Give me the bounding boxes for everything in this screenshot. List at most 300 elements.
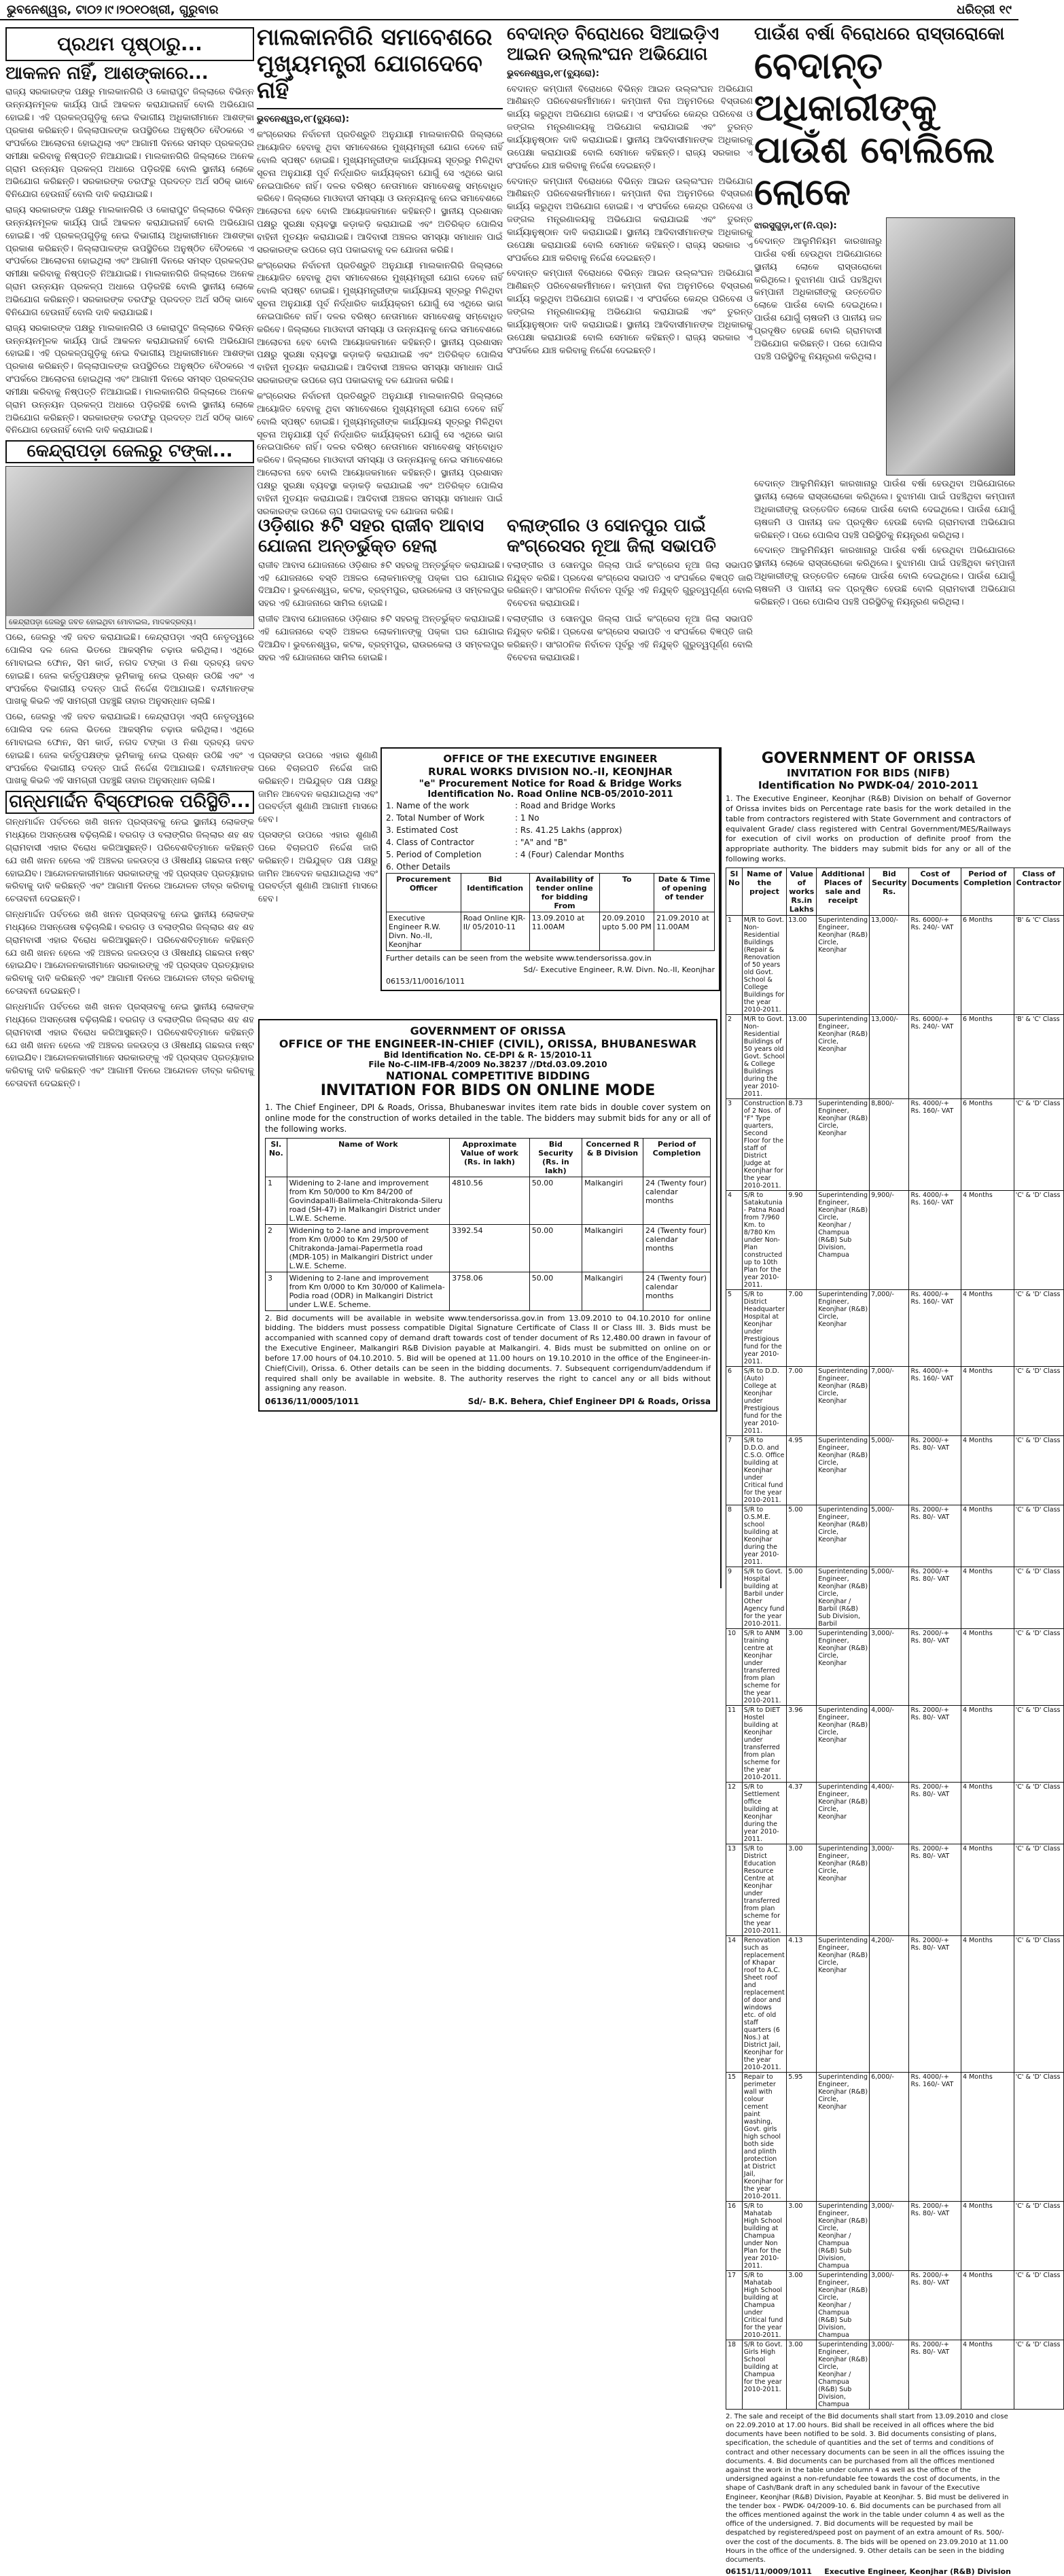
rw-table-header: To: [600, 873, 654, 912]
nifb-table-cell: 14: [726, 1935, 743, 2072]
nifb-table-cell: 'C' & 'D' Class: [1014, 1628, 1063, 1705]
nifb-table-cell: S/R to District Headquarter Hospital at Keonjhar under Prestigious fund for the year 2010-2011.: [742, 1289, 787, 1366]
nifb-table-cell: Superintending Engineer, Keonjhar (R&B) Circle, Keonjhar: [817, 1935, 870, 2072]
nifb-table-cell: 5.00: [787, 1567, 817, 1628]
rw-table-cell: Executive Engineer R.W. Divn. No.-II, Keonjhar: [387, 912, 461, 950]
rw-detail-row: [386, 836, 715, 848]
eic-ref: 06136/11/0005/1011: [265, 1397, 359, 1407]
balangir-body-cont: ବଲାଙ୍ଗୀର ଓ ସୋନପୁର ଜିଲ୍ଲା ପାଇଁ କଂଗ୍ରେସ ନୂଆ ଜିଲା ସଭାପତି ନିଯୁକ୍ତ କରିଛି। ପ୍ରଦେଶ କଂଗ୍ରେସ ସଭାପତି ଏ ସଂପର୍କରେ ବିଜ୍ଞପ୍ତି ଜାରି କରିଛନ୍ତି। ସାଂଗଠନିକ ନିର୍ବାଚନ ପୂର୍ବରୁ ଏହି ନିଯୁକ୍ତି ଗୁରୁତ୍ୱପୂର୍ଣ୍ଣ ବୋଲି ବିବେଚନା କରାଯାଉଛି।: [507, 614, 753, 663]
nifb-table-cell: 4 Months: [961, 1190, 1014, 1289]
nifb-title: INVITATION FOR BIDS (NIFB): [787, 767, 950, 779]
nifb-table-row: [726, 2072, 1064, 2201]
nifb-table-cell: 8.73: [787, 1098, 817, 1190]
nifb-table-cell: Rs. 4000/-+ Rs. 160/- VAT: [909, 1366, 961, 1435]
eic-table-cell: 50.00: [529, 1177, 582, 1224]
col2-body: କଂଗ୍ରେସର ନିର୍ବାଚନୀ ପ୍ରତିଶ୍ରୁତି ଅନୁଯାୟୀ ମାଲକାନଗିରି ଜିଲ୍ଲାରେ ଆୟୋଜିତ ହେବାକୁ ଥିବା ସମାବେଶରେ ମୁଖ୍ୟମନ୍ତ୍ରୀ ଯୋଗ ଦେବେ ନାହିଁ ବୋଲି ସ୍ପଷ୍ଟ ହୋଇଛି। ମୁଖ୍ୟମନ୍ତ୍ରୀଙ୍କ କାର୍ଯ୍ୟାଳୟ ସୂତ୍ରରୁ ମିଳିଥିବା ସୂଚନା ଅନୁଯାୟୀ ପୂର୍ବ ନିର୍ଦ୍ଧାରିତ କାର୍ଯ୍ୟକ୍ରମ ଯୋଗୁଁ ସେ ଏଥିରେ ଭାଗ ନେଇପାରିବେ ନାହିଁ। ଦଳର ବରିଷ୍ଠ ନେତାମାନେ ସମାବେଶକୁ ସମ୍ବୋଧିତ କରିବେ। ଜିଲ୍ଲାରେ ମାଓବାଦୀ ସମସ୍ୟା ଓ ଉନ୍ନୟନକୁ ନେଇ ସମାବେଶରେ ଆଲୋଚନା ହେବ ବୋଲି ଆୟୋଜକମାନେ କହିଛନ୍ତି। ସ୍ଥାନୀୟ ପ୍ରଶାସନ ପକ୍ଷରୁ ସୁରକ୍ଷା ବ୍ୟବସ୍ଥା କଡ଼ାକଡ଼ି କରାଯାଇଛି ଏବଂ ଅତିରିକ୍ତ ପୋଲିସ ବାହିନୀ ମୁତୟନ କରାଯାଇଛି। ଆଦିବାସୀ ଅଞ୍ଚଳର ସମସ୍ୟା ସମାଧାନ ପାଇଁ ସରକାରଙ୍କ ଉପରେ ଚାପ ପକାଇବାକୁ ଦଳ ଯୋଜନା କରିଛି।: [257, 130, 503, 255]
nifb-table-cell: 3.96: [787, 1705, 817, 1782]
story3-body-cont2: ଗନ୍ଧମାର୍ଦ୍ଦନ ପର୍ବତରେ ଖଣି ଖନନ ପ୍ରସ୍ତାବକୁ ନେଇ ସ୍ଥାନୀୟ ଲୋକଙ୍କ ମଧ୍ୟରେ ଅସନ୍ତୋଷ ବଢ଼ିଚାଲିଛି। ବରଗଡ଼ ଓ ବଲାଙ୍ଗିର ଜିଲ୍ଲାର ଶହ ଶହ ଗ୍ରାମବାସୀ ଏହାର ବିରୋଧ କରିଆସୁଛନ୍ତି। ପରିବେଶବିତ୍‌ମାନେ କହିଛନ୍ତି ଯେ ଖଣି ଖନନ ହେଲେ ଏହି ଅଞ୍ଚଳର ଜଳଉତ୍ସ ଓ ଔଷଧୀୟ ଗଛଲତା ନଷ୍ଟ ହୋଇଯିବ। ଆନ୍ଦୋଳନକାରୀମାନେ ସରକାରଙ୍କୁ ଏହି ପ୍ରସ୍ତାବ ପ୍ରତ୍ୟାହାର କରିବାକୁ ଦାବି କରିଛନ୍ତି ଏବଂ ଆଗାମୀ ଦିନରେ ଆନ୍ଦୋଳନ ତୀବ୍ର କରିବାକୁ ଚେତାବନୀ ଦେଇଛନ୍ତି।: [5, 1001, 254, 1090]
nifb-table-cell: S/R to District Education Resource Centre at Keonjhar under transferred from plan scheme for the year 2010-2011.: [742, 1844, 787, 1935]
nifb-table-cell: 'C' & 'D' Class: [1014, 1098, 1063, 1190]
rw-table-cell: Road Online KJR-II/ 05/2010-11: [461, 912, 529, 950]
nifb-table-cell: Rs. 2000/-+ Rs. 80/- VAT: [909, 1505, 961, 1567]
story1-headline: ଆକଳନ ନାହିଁ, ଆଶଙ୍କାରେ...: [5, 62, 209, 84]
nifb-table-cell: 7: [726, 1435, 743, 1505]
nifb-table-cell: 15: [726, 2072, 743, 2201]
nifb-table-cell: Superintending Engineer, Keonjhar (R&B) Circle, Keonjhar: [817, 1844, 870, 1935]
eic-table-cell: 2: [266, 1224, 287, 1272]
story2-headline: କେନ୍ଦ୍ରାପଡ଼ା ଜେଲରୁ ଟଙ୍କା...: [5, 440, 254, 463]
nifb-table-cell: 13.00: [787, 915, 817, 1014]
nifb-table-cell: 4 Months: [961, 1505, 1014, 1567]
section-title: ପ୍ରଥମ ପୃଷ୍ଠାରୁ...: [5, 27, 254, 61]
rw-detail-value: : Rs. 41.25 Lakhs (approx): [515, 825, 622, 835]
nifb-table-cell: Superintending Engineer, Keonjhar (R&B) Circle, Keonjhar / Champua (R&B) Sub Division, Champua: [817, 2340, 870, 2409]
nifb-table-cell: Rs. 2000/-+ Rs. 80/- VAT: [909, 1705, 961, 1782]
nifb-table: [726, 867, 1064, 2410]
rw-detail-value: : 1 No: [515, 812, 539, 823]
nifb-table-cell: 'C' & 'D' Class: [1014, 1190, 1063, 1289]
rw-detail-key: 4. Class of Contractor: [386, 837, 474, 847]
rajiv-awas-story: [258, 516, 504, 668]
col4-headline: ବେଦାନ୍ତ ଅଧିକାରୀଙ୍କୁ ପାଉଁଶ ବୋଲିଲେ ଲୋକେ: [754, 43, 995, 214]
nifb-table-row: [726, 1628, 1064, 1705]
nifb-table-row: [726, 1098, 1064, 1190]
nifb-table-cell: 7,000/-: [870, 1289, 909, 1366]
nifb-table-cell: 4.13: [787, 1935, 817, 2072]
nifb-table-cell: 1: [726, 915, 743, 1014]
nifb-table-cell: 3.00: [787, 2270, 817, 2340]
court-story: [258, 747, 378, 909]
nifb-table-cell: 6 Months: [961, 1014, 1014, 1098]
nifb-table-cell: 6: [726, 1366, 743, 1435]
rajiv-body-cont: ରାଜୀବ ଆବାସ ଯୋଜନାରେ ଓଡ଼ିଶାର ୫ଟି ସହରକୁ ଅନ୍ତର୍ଭୁକ୍ତ କରାଯାଇଛି। ଏହି ଯୋଜନାରେ ବସ୍ତି ଅଞ୍ଚଳର ଲୋକମାନଙ୍କୁ ପକ୍କା ଘର ଯୋଗାଇ ଦିଆଯିବ। ଭୁବନେଶ୍ୱର, କଟକ, ବ୍ରହ୍ମପୁର, ରାଉରକେଲା ଓ ସମ୍ବଲପୁର ସହର ଏହି ଯୋଜନାରେ ସାମିଲ ହୋଇଛି।: [258, 614, 504, 663]
eic-table-cell: 24 (Twenty four) calendar months: [643, 1272, 710, 1310]
nifb-terms: 2. The sale and receipt of the Bid documents shall start from 13.09.2010 and close on 22.09.2010 at 17.00 hours. Bid shall be received in all offices where the bid documents have been notified to be sold. 3. Bid documents consisting of plans, specification, the schedule of quantities and the set of terms and conditions of contract and other necessary documents can be seen in all the offices issuing the documents. 4. Bid documents can be purchased from all the offices mentioned against the work in the table under column 4 as well as the office of the undersigned against a non-refundable fee towards the cost of documents, in the shape of Cash/Bank draft in any scheduled bank in favour of the Executive Engineer, Keonjhar (R&B) Division, Payable at Keonjhar. 5. Bid must be delivered in the tender box - PWDK- 04/2009-10. 6. Bid documents can be purchased from all the offices mentioned against the work in the table under column 4 as well as the office of the undersigned. 7. Bid documents will be requested by mail be despatched by registered/speed post on payment of an extra amount of Rs. 500/- over the cost of the documents. 8. The bids will be opened on 23.09.2010 at 11.00 Hours in the office of the undersigned. 9. Other details can be seen in the bidding documents.: [726, 2412, 1009, 2564]
col2-headline: ମାଲକାନଗିରି ସମାବେଶରେ ମୁଖ୍ୟମନ୍ତ୍ରୀ ଯୋଗଦେବେ ନାହିଁ: [257, 24, 493, 105]
rw-detail-row: [386, 800, 715, 812]
nifb-table-cell: 7,000/-: [870, 1366, 909, 1435]
rw-detail-key: 5. Period of Completion: [386, 849, 482, 859]
rajiv-headline: ଓଡ଼ିଶାର ୫ଟି ସହର ରାଜୀବ ଆବାସ ଯୋଜନା ଅନ୍ତର୍ଭୁକ୍ତ ହେଲା: [258, 516, 484, 556]
nifb-table-row: [726, 1935, 1064, 2072]
dateline: ଭୁବନେଶ୍ୱର, ଟା୦୨।୯।୨୦୧୦ଖ୍ରୀ, ଗୁରୁବାର: [7, 2, 219, 17]
rw-detail-row: [386, 848, 715, 861]
nifb-table-cell: Construction of 2 Nos. of "F" Type quarters, Second Floor for the staff of District Judge at Keonjhar for the year 2010-2011.: [742, 1098, 787, 1190]
col2-body-cont2: କଂଗ୍ରେସର ନିର୍ବାଚନୀ ପ୍ରତିଶ୍ରୁତି ଅନୁଯାୟୀ ମାଲକାନଗିରି ଜିଲ୍ଲାରେ ଆୟୋଜିତ ହେବାକୁ ଥିବା ସମାବେଶରେ ମୁଖ୍ୟମନ୍ତ୍ରୀ ଯୋଗ ଦେବେ ନାହିଁ ବୋଲି ସ୍ପଷ୍ଟ ହୋଇଛି। ମୁଖ୍ୟମନ୍ତ୍ରୀଙ୍କ କାର୍ଯ୍ୟାଳୟ ସୂତ୍ରରୁ ମିଳିଥିବା ସୂଚନା ଅନୁଯାୟୀ ପୂର୍ବ ନିର୍ଦ୍ଧାରିତ କାର୍ଯ୍ୟକ୍ରମ ଯୋଗୁଁ ସେ ଏଥିରେ ଭାଗ ନେଇପାରିବେ ନାହିଁ। ଦଳର ବରିଷ୍ଠ ନେତାମାନେ ସମାବେଶକୁ ସମ୍ବୋଧିତ କରିବେ। ଜିଲ୍ଲାରେ ମାଓବାଦୀ ସମସ୍ୟା ଓ ଉନ୍ନୟନକୁ ନେଇ ସମାବେଶରେ ଆଲୋଚନା ହେବ ବୋଲି ଆୟୋଜକମାନେ କହିଛନ୍ତି। ସ୍ଥାନୀୟ ପ୍ରଶାସନ ପକ୍ଷରୁ ସୁରକ୍ଷା ବ୍ୟବସ୍ଥା କଡ଼ାକଡ଼ି କରାଯାଇଛି ଏବଂ ଅତିରିକ୍ତ ପୋଲିସ ବାହିନୀ ମୁତୟନ କରାଯାଇଛି। ଆଦିବାସୀ ଅଞ୍ଚଳର ସମସ୍ୟା ସମାଧାନ ପାଇଁ ସରକାରଙ୍କ ଉପରେ ଚାପ ପକାଇବାକୁ ଦଳ ଯୋଜନା କରିଛି।: [257, 391, 503, 517]
nifb-table-cell: Superintending Engineer, Keonjhar (R&B) Circle, Keonjhar / Champua (R&B) Sub Division, Champua: [817, 1190, 870, 1289]
eic-table-header: Concerned R & B Division: [582, 1138, 643, 1177]
nifb-table-header: Name of the project: [742, 867, 787, 915]
nifb-table-cell: 4.37: [787, 1782, 817, 1844]
jail-photo: [5, 466, 254, 629]
nifb-table-cell: 4 Months: [961, 2340, 1014, 2409]
nifb-table-row: [726, 2201, 1064, 2270]
nifb-table-cell: 5: [726, 1289, 743, 1366]
nifb-table-row: [726, 2340, 1064, 2409]
nifb-table-cell: S/R to Mahatab High School building at Champua under Critical fund for the year 2010-2011.: [742, 2270, 787, 2340]
nifb-table-cell: Rs. 2000/-+ Rs. 80/- VAT: [909, 2340, 961, 2409]
eic-table-header: Name of Work: [287, 1138, 450, 1177]
eic-terms: 2. Bid documents will be available in website www.tendersorissa.gov.in from 13.09.2010 to 04.10.2010 for online bidding. The bidders must possess compatible Digital Signature Certificate of Class II or Class III. 3. Bids must be accompanied with scanned copy of demand draft towards cost of tender document of Rs 12,480.00 drawn in favour of the Executive Engineer, Malkangiri R&B Division payable at Malkangiri. 4. Bids must be submitted on online on or before 17.00 hours of 04.10.2010. 5. Bid will be opened at 11.00 hours on 19.10.2010 in the office of the Engineer-in-Chief(Civil), Orissa. 6. Other details can be seen in the bidding documents. 7. Subsequent corrigendum/addendum if required shall only be available in website. 8. The authority reserves the right to cancel any or all bids without assigning any reason.: [265, 1313, 711, 1393]
nifb-intro: 1. The Executive Engineer, Keonjhar (R&B) Division on behalf of Governor of Orissa invites bids on Percentage rate basis for the work detailed in the table from contractors registered with State Government and contractors of equivalent Grade/ class registered with Central Government/MES/Railways for execution of civil works on production of definite proof from the appropriate authority. The bidders may submit bids for any or all of the following works.: [726, 794, 1011, 864]
eic-table-cell: Widening to 2-lane and improvement from Km 0/000 to Km 30/000 of Kalimela-Podia road (ODR) in Malkangiri District under L.W.E. Scheme.: [287, 1272, 450, 1310]
nifb-table-cell: 'C' & 'D' Class: [1014, 1844, 1063, 1935]
nifb-table-cell: 8: [726, 1505, 743, 1567]
rw-sign: Sd/- Executive Engineer, R.W. Divn. No.-II, Keonjhar: [523, 965, 715, 974]
eic-table-cell: 50.00: [529, 1272, 582, 1310]
nifb-table-cell: 4 Months: [961, 2201, 1014, 2270]
nifb-table-cell: 12: [726, 1782, 743, 1844]
nifb-table-cell: 7.00: [787, 1366, 817, 1435]
nifb-table-cell: 5,000/-: [870, 1567, 909, 1628]
rw-detail-key: 3. Estimated Cost: [386, 825, 459, 835]
nifb-table-cell: 'B' & 'C' Class: [1014, 915, 1063, 1014]
nifb-table-header: Period of Completion: [961, 867, 1014, 915]
story2-body-cont: ପରେ, ଜେଲରୁ ଏହି ଜବତ କରାଯାଇଛି। କେନ୍ଦ୍ରାପଡ଼ା ଏସ୍‌ପି ନେତୃତ୍ୱରେ ପୋଲିସ ଦଳ ଜେଲ ଭିତରେ ଆକସ୍ମିକ ଚଢ଼ାଉ କରିଥିଲା। ଏଥିରେ ମୋବାଇଲ ଫୋନ, ସିମ କାର୍ଡ, ନଗଦ ଟଙ୍କା ଓ ନିଶା ଦ୍ରବ୍ୟ ଜବତ ହୋଇଛି। ଜେଲ କର୍ତ୍ତୃପକ୍ଷଙ୍କ ଭୂମିକାକୁ ନେଇ ପ୍ରଶ୍ନ ଉଠିଛି ଏବଂ ଏ ସଂପର୍କରେ ବିଭାଗୀୟ ତଦନ୍ତ ପାଇଁ ନିର୍ଦ୍ଦେଶ ଦିଆଯାଇଛି। ବନ୍ଦୀମାନଙ୍କ ପାଖକୁ କିଭଳି ଏହି ସାମଗ୍ରୀ ପହଞ୍ଚୁଛି ତାହାର ଅନୁସନ୍ଧାନ ଚାଲିଛି।: [5, 712, 254, 787]
column-3: [507, 24, 753, 514]
nifb-table-cell: 5.95: [787, 2072, 817, 2201]
balangir-body: ବଲାଙ୍ଗୀର ଓ ସୋନପୁର ଜିଲ୍ଲା ପାଇଁ କଂଗ୍ରେସ ନୂଆ ଜିଲା ସଭାପତି ନିଯୁକ୍ତ କରିଛି। ପ୍ରଦେଶ କଂଗ୍ରେସ ସଭାପତି ଏ ସଂପର୍କରେ ବିଜ୍ଞପ୍ତି ଜାରି କରିଛନ୍ତି। ସାଂଗଠନିକ ନିର୍ବାଚନ ପୂର୍ବରୁ ଏହି ନିଯୁକ୍ତି ଗୁରୁତ୍ୱପୂର୍ଣ୍ଣ ବୋଲି ବିବେଚନା କରାଯାଉଛି।: [507, 560, 753, 609]
nifb-table-cell: 'C' & 'D' Class: [1014, 2072, 1063, 2201]
nifb-table-cell: 4 Months: [961, 1935, 1014, 2072]
eic-ident: Bid Identification No. CE-DPI & R- 15/2010-11: [383, 1050, 592, 1060]
nifb-table-cell: 3: [726, 1098, 743, 1190]
nifb-table-cell: 3,000/-: [870, 2340, 909, 2409]
nifb-table-cell: 'C' & 'D' Class: [1014, 2201, 1063, 2270]
nifb-table-cell: 2: [726, 1014, 743, 1098]
nifb-table-row: [726, 1190, 1064, 1289]
nifb-table-cell: 3,000/-: [870, 2201, 909, 2270]
nifb-table-cell: Rs. 4000/-+ Rs. 160/- VAT: [909, 2072, 961, 2201]
nifb-table-cell: 'C' & 'D' Class: [1014, 1705, 1063, 1782]
nifb-table-cell: 3,000/-: [870, 1628, 909, 1705]
nifb-table-cell: Superintending Engineer, Keonjhar (R&B) Circle, Keonjhar / Champua (R&B) Sub Division, Champua: [817, 2201, 870, 2270]
nifb-table-cell: 'C' & 'D' Class: [1014, 2270, 1063, 2340]
col3-body-cont: ବେଦାନ୍ତ କମ୍ପାନୀ ବିରୋଧରେ ବିଭିନ୍ନ ଆଇନ ଉଲ୍ଲଂଘନ ଅଭିଯୋଗ ଆଣିଛନ୍ତି ପରିବେଶକର୍ମୀମାନେ। କମ୍ପାନୀ ବିନା ଅନୁମତିରେ ବିସ୍ତାରଣ କାର୍ଯ୍ୟ କରୁଥିବା ଅଭିଯୋଗ ହୋଇଛି। ଏ ସଂପର୍କରେ କେନ୍ଦ୍ର ପରିବେଶ ଓ ଜଙ୍ଗଲ ମନ୍ତ୍ରଣାଳୟକୁ ଅଭିଯୋଗ କରାଯାଇଛି ଏବଂ ତୁରନ୍ତ କାର୍ଯ୍ୟାନୁଷ୍ଠାନ ଦାବି କରାଯାଇଛି। ସ୍ଥାନୀୟ ଆଦିବାସୀମାନଙ୍କ ଅଧିକାରକୁ ଉପେକ୍ଷା କରାଯାଉଛି ବୋଲି ସେମାନେ କହିଛନ୍ତି। ରାଜ୍ୟ ସରକାର ଏ ସଂପର୍କରେ ଯାଞ୍ଚ କରିବାକୁ ନିର୍ଦ୍ଦେଶ ଦେଇଛନ୍ତି।: [507, 176, 753, 264]
nifb-table-row: [726, 1705, 1064, 1782]
col4-kicker: ପାଉଁଶ ବର୍ଷା ବିରୋଧରେ ରାସ୍ତାରୋକୋ: [754, 24, 1005, 44]
rw-table-header: Procurement Officer: [387, 873, 461, 912]
eic-table-cell: Malkangiri: [582, 1224, 643, 1272]
nifb-table-cell: Rs. 2000/-+ Rs. 80/- VAT: [909, 2270, 961, 2340]
nifb-table-cell: 4 Months: [961, 1628, 1014, 1705]
nifb-table-cell: 4 Months: [961, 1289, 1014, 1366]
eic-table-row: [266, 1272, 711, 1310]
protest-photo: [886, 217, 1015, 476]
eic-table-cell: Malkangiri: [582, 1177, 643, 1224]
nifb-table-cell: 'C' & 'D' Class: [1014, 1505, 1063, 1567]
court-body: ପ୍ରସଙ୍ଗ ଉପରେ ଏହାର ଶୁଣାଣି ପରେ ବିଚାରପତି ନିର୍ଦ୍ଦେଶ ଜାରି କରିଛନ୍ତି। ଅଭିଯୁକ୍ତ ପକ୍ଷ ପକ୍ଷରୁ ଜାମିନ ଆବେଦନ କରାଯାଇଥିଲା ଏବଂ ପରବର୍ତ୍ତୀ ଶୁଣାଣି ଆଗାମୀ ମାସରେ ହେବ।: [258, 751, 378, 825]
rw-details: [386, 800, 715, 873]
nifb-table-header: Sl No: [726, 867, 743, 915]
nifb-table-cell: Superintending Engineer, Keonjhar (R&B) Circle, Keonjhar: [817, 1289, 870, 1366]
eic-file: File No-C-IIM-IFB-4/2009 No.38237 //Dtd.03.09.2010: [368, 1060, 607, 1069]
rw-detail-value: : "A" and "B": [515, 837, 567, 847]
nifb-table-cell: 4 Months: [961, 2072, 1014, 2201]
nifb-table-cell: Superintending Engineer, Keonjhar (R&B) Circle, Keonjhar / Champua (R&B) Sub Division, Champua: [817, 2270, 870, 2340]
page-number: ୧୯: [999, 2, 1012, 17]
nifb-ident: Identification No PWDK-04/ 2010-2011: [758, 779, 979, 791]
rw-detail-key: 2. Total Number of Work: [386, 812, 484, 823]
eic-table-cell: 3: [266, 1272, 287, 1310]
nifb-ref: 06151/11/0009/1011: [726, 2567, 812, 2576]
rw-title: "e" Procurement Notice for Road & Bridge Works: [419, 778, 682, 789]
col4-body-cont2: ବେଦାନ୍ତ ଆଲୁମିନିୟମ କାରଖାନାରୁ ପାଉଁଶ ବର୍ଷା ହେଉଥିବା ଅଭିଯୋଗରେ ସ୍ଥାନୀୟ ଲୋକେ ରାସ୍ତାରୋକୋ କରିଥିଲେ। ବୁଝାମଣା ପାଇଁ ପହଞ୍ଚିଥିବା କମ୍ପାନୀ ଅଧିକାରୀଙ୍କୁ ଉତ୍ତେଜିତ ଲୋକେ ପାଉଁଶ ବୋଲି ଦେଇଥିଲେ। ପାଉଁଶ ଯୋଗୁଁ ଚାଷଜମି ଓ ପାନୀୟ ଜଳ ପ୍ରଦୂଷିତ ହେଉଛି ବୋଲି ଗ୍ରାମବାସୀ ଅଭିଯୋଗ କରିଛନ୍ତି। ପରେ ପୋଲିସ ପହଞ୍ଚି ପରିସ୍ଥିତିକୁ ନିୟନ୍ତ୍ରଣ କରିଥିଲା।: [754, 545, 1015, 607]
nifb-table-cell: 4 Months: [961, 1844, 1014, 1935]
nifb-table-cell: 5,000/-: [870, 1435, 909, 1505]
col3-headline: ବେଦାନ୍ତ ବିରୋଧରେ ସିଆଇଡ଼ିଏ ଆଇନ ଉଲ୍ଲଂଘନ ଅଭିଯୋଗ: [507, 24, 720, 65]
col3-body: ବେଦାନ୍ତ କମ୍ପାନୀ ବିରୋଧରେ ବିଭିନ୍ନ ଆଇନ ଉଲ୍ଲଂଘନ ଅଭିଯୋଗ ଆଣିଛନ୍ତି ପରିବେଶକର୍ମୀମାନେ। କମ୍ପାନୀ ବିନା ଅନୁମତିରେ ବିସ୍ତାରଣ କାର୍ଯ୍ୟ କରୁଥିବା ଅଭିଯୋଗ ହୋଇଛି। ଏ ସଂପର୍କରେ କେନ୍ଦ୍ର ପରିବେଶ ଓ ଜଙ୍ଗଲ ମନ୍ତ୍ରଣାଳୟକୁ ଅଭିଯୋଗ କରାଯାଇଛି ଏବଂ ତୁରନ୍ତ କାର୍ଯ୍ୟାନୁଷ୍ଠାନ ଦାବି କରାଯାଇଛି। ସ୍ଥାନୀୟ ଆଦିବାସୀମାନଙ୍କ ଅଧିକାରକୁ ଉପେକ୍ଷା କରାଯାଉଛି ବୋଲି ସେମାନେ କହିଛନ୍ତି। ରାଜ୍ୟ ସରକାର ଏ ସଂପର୍କରେ ଯାଞ୍ଚ କରିବାକୁ ନିର୍ଦ୍ଦେଶ ଦେଇଛନ୍ତି।: [507, 84, 753, 171]
nifb-table-cell: 18: [726, 2340, 743, 2409]
eic-table-cell: Widening to 2-lane and improvement from Km 50/000 to Km 84/200 of Govindapalli-Balimela-Chitrakonda-Sileru road (SH-47) in Malkangiri District under L.W.E. Scheme.: [287, 1177, 450, 1224]
nifb-table-cell: 13.00: [787, 1014, 817, 1098]
column-1: [5, 24, 254, 1587]
nifb-table-cell: Superintending Engineer, Keonjhar (R&B) Circle, Keonjhar: [817, 915, 870, 1014]
nifb-table-cell: S/R to D.D. (Auto) College at Keonjhar under Prestigious fund for the year 2010-2011.: [742, 1366, 787, 1435]
nifb-table-cell: 3.00: [787, 2340, 817, 2409]
balangir-story: [507, 516, 753, 668]
nifb-table-cell: 'C' & 'D' Class: [1014, 1567, 1063, 1628]
rw-detail-key: 1. Name of the work: [386, 800, 469, 810]
nifb-table-row: [726, 1505, 1064, 1567]
eic-office: OFFICE OF THE ENGINEER-IN-CHIEF (CIVIL), ORISSA, BHUBANESWAR: [279, 1037, 697, 1050]
nifb-table-cell: Rs. 6000/-+ Rs. 240/- VAT: [909, 1014, 961, 1098]
nifb-table-cell: S/R to D.D.O. and C.S.O. Office building at Keonjhar under Critical fund for the year 2010-2011.: [742, 1435, 787, 1505]
nifb-table-cell: 4,200/-: [870, 1935, 909, 2072]
rw-keonjhar-notice: [380, 747, 720, 991]
eic-table-cell: 50.00: [529, 1224, 582, 1272]
nifb-table-row: [726, 1014, 1064, 1098]
eic-ncb: NATIONAL COMPETITIVE BIDDING: [385, 1069, 590, 1082]
rw-office: OFFICE OF THE EXECUTIVE ENGINEER: [443, 753, 658, 765]
nifb-table-cell: 4 Months: [961, 1782, 1014, 1844]
eic-table-cell: 24 (Twenty four) calendar months: [643, 1224, 710, 1272]
nifb-table-header: Class of Contractor: [1014, 867, 1063, 915]
eic-title: INVITATION FOR BIDS ON ONLINE MODE: [320, 1082, 656, 1099]
nifb-table-row: [726, 2270, 1064, 2340]
rw-detail-key: 6. Other Details: [386, 861, 450, 872]
col3-byline: ଭୁବନେଶ୍ୱର,୧୮(ବ୍ୟୁରୋ):: [507, 68, 599, 79]
rw-detail-row: [386, 824, 715, 836]
story1-body-cont2: ରାଜ୍ୟ ସରକାରଙ୍କ ପକ୍ଷରୁ ମାଲକାନଗିରି ଓ କୋରାପୁଟ ଜିଲ୍ଲାରେ ବିଭିନ୍ନ ଉନ୍ନୟନମୂଳକ କାର୍ଯ୍ୟ ପାଇଁ ଆକଳନ କରାଯାଇନାହିଁ ବୋଲି ଅଭିଯୋଗ ହୋଇଛି। ଏହି ପ୍ରକଳ୍ପଗୁଡ଼ିକୁ ନେଇ ବିଭାଗୀୟ ଅଧିକାରୀମାନେ ଆଶଙ୍କା ପ୍ରକାଶ କରିଛନ୍ତି। ଜିଲ୍ଲାପାଳଙ୍କ ଉପସ୍ଥିତିରେ ଅନୁଷ୍ଠିତ ବୈଠକରେ ଏ ସଂପର୍କରେ ଆଲୋଚନା ହୋଇଥିଲା ଏବଂ ଆଗାମୀ ଦିନରେ ସମସ୍ତ ପ୍ରକଳ୍ପର ସମୀକ୍ଷା କରିବାକୁ ନିଷ୍ପତ୍ତି ନିଆଯାଇଛି। ମାଲକାନଗିରି ଜିଲ୍ଲାରେ ଅନେକ ଗ୍ରାମ ଉନ୍ନୟନ ପ୍ରକଳ୍ପ ଅଧାରେ ପଡ଼ିରହିଛି ବୋଲି ସ୍ଥାନୀୟ ଲୋକେ ଅଭିଯୋଗ କରିଛନ୍ତି। ସରକାରଙ୍କ ତରଫରୁ ପ୍ରଦତ୍ତ ଅର୍ଥ ସଠିକ୍ ଭାବେ ବିନିଯୋଗ ହେଉନାହିଁ ବୋଲି ଦାବି କରାଯାଇଛି।: [5, 323, 254, 436]
nifb-table-cell: 8,800/-: [870, 1098, 909, 1190]
rw-table-cell: 20.09.2010 upto 5.00 PM: [600, 912, 654, 950]
nifb-table-row: [726, 1844, 1064, 1935]
nifb-table-cell: 3.00: [787, 1844, 817, 1935]
nifb-table-cell: 3,000/-: [870, 2270, 909, 2340]
col2-body-cont: କଂଗ୍ରେସର ନିର୍ବାଚନୀ ପ୍ରତିଶ୍ରୁତି ଅନୁଯାୟୀ ମାଲକାନଗିରି ଜିଲ୍ଲାରେ ଆୟୋଜିତ ହେବାକୁ ଥିବା ସମାବେଶରେ ମୁଖ୍ୟମନ୍ତ୍ରୀ ଯୋଗ ଦେବେ ନାହିଁ ବୋଲି ସ୍ପଷ୍ଟ ହୋଇଛି। ମୁଖ୍ୟମନ୍ତ୍ରୀଙ୍କ କାର୍ଯ୍ୟାଳୟ ସୂତ୍ରରୁ ମିଳିଥିବା ସୂଚନା ଅନୁଯାୟୀ ପୂର୍ବ ନିର୍ଦ୍ଧାରିତ କାର୍ଯ୍ୟକ୍ରମ ଯୋଗୁଁ ସେ ଏଥିରେ ଭାଗ ନେଇପାରିବେ ନାହିଁ। ଦଳର ବରିଷ୍ଠ ନେତାମାନେ ସମାବେଶକୁ ସମ୍ବୋଧିତ କରିବେ। ଜିଲ୍ଲାରେ ମାଓବାଦୀ ସମସ୍ୟା ଓ ଉନ୍ନୟନକୁ ନେଇ ସମାବେଶରେ ଆଲୋଚନା ହେବ ବୋଲି ଆୟୋଜକମାନେ କହିଛନ୍ତି। ସ୍ଥାନୀୟ ପ୍ରଶାସନ ପକ୍ଷରୁ ସୁରକ୍ଷା ବ୍ୟବସ୍ଥା କଡ଼ାକଡ଼ି କରାଯାଇଛି ଏବଂ ଅତିରିକ୍ତ ପୋଲିସ ବାହିନୀ ମୁତୟନ କରାଯାଇଛି। ଆଦିବାସୀ ଅଞ୍ଚଳର ସମସ୍ୟା ସମାଧାନ ପାଇଁ ସରକାରଙ୍କ ଉପରେ ଚାପ ପକାଇବାକୁ ଦଳ ଯୋଜନା କରିଛି।: [257, 260, 503, 387]
eic-table-cell: 24 (Twenty four) calendar months: [643, 1177, 710, 1224]
nifb-table-cell: Superintending Engineer, Keonjhar (R&B) Circle, Keonjhar / Barbil (R&B) Sub Division, Barbil: [817, 1567, 870, 1628]
rw-table-header: Date & Time of opening of tender: [654, 873, 715, 912]
nifb-table-cell: S/R to DIET Hostel building at Keonjhar under transferred from plan scheme for the year 2010-2011.: [742, 1705, 787, 1782]
eic-sign: Sd/- B.K. Behera, Chief Engineer DPI & Roads, Orissa: [467, 1397, 711, 1407]
rw-ref: 06153/11/0016/1011: [386, 976, 465, 986]
nifb-table-cell: 17: [726, 2270, 743, 2340]
rw-table-cell: 21.09.2010 at 11.00AM: [654, 912, 715, 950]
nifb-table-cell: 'C' & 'D' Class: [1014, 1435, 1063, 1505]
eic-table-cell: 3392.54: [450, 1224, 530, 1272]
nifb-table-cell: Repair to perimeter wall with colour cement paint washing, Govt. girls high school both side and plinth protection at District Jail, Keonjhar for the year 2010-2011.: [742, 2072, 787, 2201]
nifb-table-cell: 'C' & 'D' Class: [1014, 2340, 1063, 2409]
nifb-table-cell: 10: [726, 1628, 743, 1705]
rajiv-body: ରାଜୀବ ଆବାସ ଯୋଜନାରେ ଓଡ଼ିଶାର ୫ଟି ସହରକୁ ଅନ୍ତର୍ଭୁକ୍ତ କରାଯାଇଛି। ଏହି ଯୋଜନାରେ ବସ୍ତି ଅଞ୍ଚଳର ଲୋକମାନଙ୍କୁ ପକ୍କା ଘର ଯୋଗାଇ ଦିଆଯିବ। ଭୁବନେଶ୍ୱର, କଟକ, ବ୍ରହ୍ମପୁର, ରାଉରକେଲା ଓ ସମ୍ବଲପୁର ସହର ଏହି ଯୋଜନାରେ ସାମିଲ ହୋଇଛି।: [258, 560, 504, 609]
nifb-table-row: [726, 915, 1064, 1014]
rw-table-header: Bid Identification: [461, 873, 529, 912]
column-4: [754, 24, 1015, 745]
nifb-table-cell: 4 Months: [961, 1705, 1014, 1782]
nifb-table-cell: 9,900/-: [870, 1190, 909, 1289]
eic-table-row: [266, 1177, 711, 1224]
nifb-table-cell: Superintending Engineer, Keonjhar (R&B) Circle, Keonjhar: [817, 1628, 870, 1705]
nifb-table-cell: S/R to ANM training centre at Keonjhar under transferred from plan scheme for the year 2010-2011.: [742, 1628, 787, 1705]
nifb-table-row: [726, 1366, 1064, 1435]
nifb-table-cell: S/R to Govt. Hospital building at Barbil under Other Agency fund for the year 2010-2011.: [742, 1567, 787, 1628]
nifb-table-cell: 5.00: [787, 1505, 817, 1567]
col3-body-cont2: ବେଦାନ୍ତ କମ୍ପାନୀ ବିରୋଧରେ ବିଭିନ୍ନ ଆଇନ ଉଲ୍ଲଂଘନ ଅଭିଯୋଗ ଆଣିଛନ୍ତି ପରିବେଶକର୍ମୀମାନେ। କମ୍ପାନୀ ବିନା ଅନୁମତିରେ ବିସ୍ତାରଣ କାର୍ଯ୍ୟ କରୁଥିବା ଅଭିଯୋଗ ହୋଇଛି। ଏ ସଂପର୍କରେ କେନ୍ଦ୍ର ପରିବେଶ ଓ ଜଙ୍ଗଲ ମନ୍ତ୍ରଣାଳୟକୁ ଅଭିଯୋଗ କରାଯାଇଛି ଏବଂ ତୁରନ୍ତ କାର୍ଯ୍ୟାନୁଷ୍ଠାନ ଦାବି କରାଯାଇଛି। ସ୍ଥାନୀୟ ଆଦିବାସୀମାନଙ୍କ ଅଧିକାରକୁ ଉପେକ୍ଷା କରାଯାଉଛି ବୋଲି ସେମାନେ କହିଛନ୍ତି। ରାଜ୍ୟ ସରକାର ଏ ସଂପର୍କରେ ଯାଞ୍ଚ କରିବାକୁ ନିର୍ଦ୍ଦେଶ ଦେଇଛନ୍ତି।: [507, 268, 753, 356]
eic-notice: [258, 1019, 717, 1412]
nifb-table-cell: Rs. 4000/-+ Rs. 160/- VAT: [909, 1098, 961, 1190]
nifb-table-row: [726, 1435, 1064, 1505]
nifb-table-cell: Rs. 2000/-+ Rs. 80/- VAT: [909, 1628, 961, 1705]
story1-body-cont: ରାଜ୍ୟ ସରକାରଙ୍କ ପକ୍ଷରୁ ମାଲକାନଗିରି ଓ କୋରାପୁଟ ଜିଲ୍ଲାରେ ବିଭିନ୍ନ ଉନ୍ନୟନମୂଳକ କାର୍ଯ୍ୟ ପାଇଁ ଆକଳନ କରାଯାଇନାହିଁ ବୋଲି ଅଭିଯୋଗ ହୋଇଛି। ଏହି ପ୍ରକଳ୍ପଗୁଡ଼ିକୁ ନେଇ ବିଭାଗୀୟ ଅଧିକାରୀମାନେ ଆଶଙ୍କା ପ୍ରକାଶ କରିଛନ୍ତି। ଜିଲ୍ଲାପାଳଙ୍କ ଉପସ୍ଥିତିରେ ଅନୁଷ୍ଠିତ ବୈଠକରେ ଏ ସଂପର୍କରେ ଆଲୋଚନା ହୋଇଥିଲା ଏବଂ ଆଗାମୀ ଦିନରେ ସମସ୍ତ ପ୍ରକଳ୍ପର ସମୀକ୍ଷା କରିବାକୁ ନିଷ୍ପତ୍ତି ନିଆଯାଇଛି। ମାଲକାନଗିରି ଜିଲ୍ଲାରେ ଅନେକ ଗ୍ରାମ ଉନ୍ନୟନ ପ୍ରକଳ୍ପ ଅଧାରେ ପଡ଼ିରହିଛି ବୋଲି ସ୍ଥାନୀୟ ଲୋକେ ଅଭିଯୋଗ କରିଛନ୍ତି। ସରକାରଙ୍କ ତରଫରୁ ପ୍ରଦତ୍ତ ଅର୍ଥ ସଠିକ୍ ଭାବେ ବିନିଯୋଗ ହେଉନାହିଁ ବୋଲି ଦାବି କରାଯାଇଛି।: [5, 205, 254, 318]
nifb-table-cell: 'C' & 'D' Class: [1014, 1935, 1063, 2072]
eic-intro: 1. The Chief Engineer, DPI & Roads, Orissa, Bhubaneswar invites item rate bids in double cover system on online mode for the construction of works detailed in the table. The bidders may submit bids for any or all of the following works.: [265, 1103, 711, 1134]
nifb-table-row: [726, 1782, 1064, 1844]
rw-detail-row: [386, 812, 715, 824]
divider: [257, 108, 503, 109]
col4-body-cont: ବେଦାନ୍ତ ଆଲୁମିନିୟମ କାରଖାନାରୁ ପାଉଁଶ ବର୍ଷା ହେଉଥିବା ଅଭିଯୋଗରେ ସ୍ଥାନୀୟ ଲୋକେ ରାସ୍ତାରୋକୋ କରିଥିଲେ। ବୁଝାମଣା ପାଇଁ ପହଞ୍ଚିଥିବା କମ୍ପାନୀ ଅଧିକାରୀଙ୍କୁ ଉତ୍ତେଜିତ ଲୋକେ ପାଉଁଶ ବୋଲି ଦେଇଥିଲେ। ପାଉଁଶ ଯୋଗୁଁ ଚାଷଜମି ଓ ପାନୀୟ ଜଳ ପ୍ରଦୂଷିତ ହେଉଛି ବୋଲି ଗ୍ରାମବାସୀ ଅଭିଯୋଗ କରିଛନ୍ତି। ପରେ ପୋଲିସ ପହଞ୍ଚି ପରିସ୍ଥିତିକୁ ନିୟନ୍ତ୍ରଣ କରିଥିଲା।: [754, 479, 1015, 541]
eic-table-header: Bid Security (Rs. in lakh): [529, 1138, 582, 1177]
rw-table-header: Availability of tender online for bidding From: [529, 873, 600, 912]
nifb-table-cell: Rs. 2000/-+ Rs. 80/- VAT: [909, 2201, 961, 2270]
nifb-table-cell: 4 Months: [961, 1567, 1014, 1628]
nifb-table-cell: M/R to Govt. Non-Residential Buildings of 50 years old Govt. School & College Buildings during the year 2010-2011.: [742, 1014, 787, 1098]
balangir-headline: ବଲାଙ୍ଗୀର ଓ ସୋନପୁର ପାଇଁ କଂଗ୍ରେସର ନୂଆ ଜିଲା ସଭାପତି: [507, 516, 716, 556]
nifb-table-cell: 4.95: [787, 1435, 817, 1505]
rw-detail-value: : Road and Bridge Works: [515, 800, 616, 810]
eic-gov: GOVERNMENT OF ORISSA: [410, 1024, 566, 1037]
nifb-table-header: Value of works Rs.in Lakhs: [787, 867, 817, 915]
nifb-table-cell: Rs. 4000/-+ Rs. 160/- VAT: [909, 1190, 961, 1289]
nifb-table-cell: Rs. 6000/-+ Rs. 240/- VAT: [909, 915, 961, 1014]
rw-ident: Identification No. Road Online NCB-05/2010-2011: [427, 789, 673, 800]
rw-division: RURAL WORKS DIVISION NO.-II, KEONJHAR: [428, 765, 673, 778]
nifb-table-cell: Renovation such as replacement of Khapar roof to A.C. Sheet roof and replacement of door and windows etc. of old staff quarters (6 Nos.) at District Jail, Keonjhar for the year 2010-2011.: [742, 1935, 787, 2072]
nifb-gov: GOVERNMENT OF ORISSA: [761, 750, 976, 767]
story3-body-cont: ଗନ୍ଧମାର୍ଦ୍ଦନ ପର୍ବତରେ ଖଣି ଖନନ ପ୍ରସ୍ତାବକୁ ନେଇ ସ୍ଥାନୀୟ ଲୋକଙ୍କ ମଧ୍ୟରେ ଅସନ୍ତୋଷ ବଢ଼ିଚାଲିଛି। ବରଗଡ଼ ଓ ବଲାଙ୍ଗିର ଜିଲ୍ଲାର ଶହ ଶହ ଗ୍ରାମବାସୀ ଏହାର ବିରୋଧ କରିଆସୁଛନ୍ତି। ପରିବେଶବିତ୍‌ମାନେ କହିଛନ୍ତି ଯେ ଖଣି ଖନନ ହେଲେ ଏହି ଅଞ୍ଚଳର ଜଳଉତ୍ସ ଓ ଔଷଧୀୟ ଗଛଲତା ନଷ୍ଟ ହୋଇଯିବ। ଆନ୍ଦୋଳନକାରୀମାନେ ସରକାରଙ୍କୁ ଏହି ପ୍ରସ୍ତାବ ପ୍ରତ୍ୟାହାର କରିବାକୁ ଦାବି କରିଛନ୍ତି ଏବଂ ଆଗାମୀ ଦିନରେ ଆନ୍ଦୋଳନ ତୀବ୍ର କରିବାକୁ ଚେତାବନୀ ଦେଇଛନ୍ତି।: [5, 910, 254, 997]
eic-table-header: Sl. No.: [266, 1138, 287, 1177]
rw-footer: Further details can be seen from the website www.tendersorissa.gov.in: [386, 953, 652, 963]
nifb-table-cell: 3,000/-: [870, 1844, 909, 1935]
rw-table-cell: 13.09.2010 at 11.00AM: [529, 912, 600, 950]
nifb-table-cell: 6 Months: [961, 1098, 1014, 1190]
nifb-table-cell: 5,000/-: [870, 1505, 909, 1567]
eic-table-cell: 3758.06: [450, 1272, 530, 1310]
eic-table-cell: 4810.56: [450, 1177, 530, 1224]
eic-table-header: Period of Completion: [643, 1138, 710, 1177]
nifb-table-cell: S/R to Satakutunia - Patna Road from 7/960 Km. to 8/780 Km under Non-Plan constructed up to 10th Plan for the year 2010-2011.: [742, 1190, 787, 1289]
nifb-table-cell: Superintending Engineer, Keonjhar (R&B) Circle, Keonjhar: [817, 1782, 870, 1844]
nifb-table-cell: Rs. 2000/-+ Rs. 80/- VAT: [909, 1567, 961, 1628]
nifb-table-cell: 4 Months: [961, 2270, 1014, 2340]
nifb-table-cell: 9: [726, 1567, 743, 1628]
eic-table-cell: 1: [266, 1177, 287, 1224]
nifb-table-cell: 11: [726, 1705, 743, 1782]
nifb-table-cell: S/R to Mahatab High School building at Champua under Non Plan for the year 2010-2011.: [742, 2201, 787, 2270]
nifb-table-cell: 6 Months: [961, 915, 1014, 1014]
nifb-table-cell: 4 Months: [961, 1366, 1014, 1435]
story3-body: ଗନ୍ଧମାର୍ଦ୍ଦନ ପର୍ବତରେ ଖଣି ଖନନ ପ୍ରସ୍ତାବକୁ ନେଇ ସ୍ଥାନୀୟ ଲୋକଙ୍କ ମଧ୍ୟରେ ଅସନ୍ତୋଷ ବଢ଼ିଚାଲିଛି। ବରଗଡ଼ ଓ ବଲାଙ୍ଗିର ଜିଲ୍ଲାର ଶହ ଶହ ଗ୍ରାମବାସୀ ଏହାର ବିରୋଧ କରିଆସୁଛନ୍ତି। ପରିବେଶବିତ୍‌ମାନେ କହିଛନ୍ତି ଯେ ଖଣି ଖନନ ହେଲେ ଏହି ଅଞ୍ଚଳର ଜଳଉତ୍ସ ଓ ଔଷଧୀୟ ଗଛଲତା ନଷ୍ଟ ହୋଇଯିବ। ଆନ୍ଦୋଳନକାରୀମାନେ ସରକାରଙ୍କୁ ଏହି ପ୍ରସ୍ତାବ ପ୍ରତ୍ୟାହାର କରିବାକୁ ଦାବି କରିଛନ୍ତି ଏବଂ ଆଗାମୀ ଦିନରେ ଆନ୍ଦୋଳନ ତୀବ୍ର କରିବାକୁ ଚେତାବନୀ ଦେଇଛନ୍ତି।: [5, 817, 254, 905]
masthead: [0, 0, 1018, 20]
col4-byline: ଝାରସୁଗୁଡ଼ା,୧୮(ନି.ପ୍ର):: [754, 221, 837, 232]
court-body-cont: ପ୍ରସଙ୍ଗ ଉପରେ ଏହାର ଶୁଣାଣି ପରେ ବିଚାରପତି ନିର୍ଦ୍ଦେଶ ଜାରି କରିଛନ୍ତି। ଅଭିଯୁକ୍ତ ପକ୍ଷ ପକ୍ଷରୁ ଜାମିନ ଆବେଦନ କରାଯାଇଥିଲା ଏବଂ ପରବର୍ତ୍ତୀ ଶୁଣାଣି ଆଗାମୀ ମାସରେ ହେବ।: [258, 830, 378, 905]
nifb-sign: Executive Engineer, Keonjhar (R&B) Division: [824, 2567, 1011, 2576]
nifb-table-cell: 3.00: [787, 1628, 817, 1705]
nifb-table-cell: S/R to O.S.M.E. school building at Keonjhar during the year 2010-2011.: [742, 1505, 787, 1567]
nifb-table-cell: Rs. 2000/-+ Rs. 80/- VAT: [909, 1782, 961, 1844]
nifb-table-header: Cost of Documents: [909, 867, 961, 915]
nifb-table-cell: 16: [726, 2201, 743, 2270]
nifb-table-cell: 4,000/-: [870, 1705, 909, 1782]
nifb-table-cell: Rs. 2000/-+ Rs. 80/- VAT: [909, 1935, 961, 2072]
nifb-table-cell: 3.00: [787, 2201, 817, 2270]
nifb-table-cell: 'B' & 'C' Class: [1014, 1014, 1063, 1098]
nifb-table-cell: Superintending Engineer, Keonjhar (R&B) Circle, Keonjhar: [817, 1505, 870, 1567]
nifb-table-cell: 'C' & 'D' Class: [1014, 1366, 1063, 1435]
nifb-table-cell: Rs. 2000/-+ Rs. 80/- VAT: [909, 1844, 961, 1935]
col4-body: ବେଦାନ୍ତ ଆଲୁମିନିୟମ କାରଖାନାରୁ ପାଉଁଶ ବର୍ଷା ହେଉଥିବା ଅଭିଯୋଗରେ ସ୍ଥାନୀୟ ଲୋକେ ରାସ୍ତାରୋକୋ କରିଥିଲେ। ବୁଝାମଣା ପାଇଁ ପହଞ୍ଚିଥିବା କମ୍ପାନୀ ଅଧିକାରୀଙ୍କୁ ଉତ୍ତେଜିତ ଲୋକେ ପାଉଁଶ ବୋଲି ଦେଇଥିଲେ। ପାଉଁଶ ଯୋଗୁଁ ଚାଷଜମି ଓ ପାନୀୟ ଜଳ ପ୍ରଦୂଷିତ ହେଉଛି ବୋଲି ଗ୍ରାମବାସୀ ଅଭିଯୋଗ କରିଛନ୍ତି। ପରେ ପୋଲିସ ପହଞ୍ଚି ପରିସ୍ଥିତିକୁ ନିୟନ୍ତ୍ରଣ କରିଥିଲା।: [754, 236, 882, 362]
nifb-table-cell: Superintending Engineer, Keonjhar (R&B) Circle, Keonjhar: [817, 1435, 870, 1505]
nifb-table-cell: 4,400/-: [870, 1782, 909, 1844]
nifb-table-cell: 13,000/-: [870, 1014, 909, 1098]
paper-name-page: [957, 3, 1012, 17]
nifb-table-cell: Superintending Engineer, Keonjhar (R&B) Circle, Keonjhar: [817, 1366, 870, 1435]
nifb-table-cell: Superintending Engineer, Keonjhar (R&B) Circle, Keonjhar: [817, 1014, 870, 1098]
story2-body: ପରେ, ଜେଲରୁ ଏହି ଜବତ କରାଯାଇଛି। କେନ୍ଦ୍ରାପଡ଼ା ଏସ୍‌ପି ନେତୃତ୍ୱରେ ପୋଲିସ ଦଳ ଜେଲ ଭିତରେ ଆକସ୍ମିକ ଚଢ଼ାଉ କରିଥିଲା। ଏଥିରେ ମୋବାଇଲ ଫୋନ, ସିମ କାର୍ଡ, ନଗଦ ଟଙ୍କା ଓ ନିଶା ଦ୍ରବ୍ୟ ଜବତ ହୋଇଛି। ଜେଲ କର୍ତ୍ତୃପକ୍ଷଙ୍କ ଭୂମିକାକୁ ନେଇ ପ୍ରଶ୍ନ ଉଠିଛି ଏବଂ ଏ ସଂପର୍କରେ ବିଭାଗୀୟ ତଦନ୍ତ ପାଇଁ ନିର୍ଦ୍ଦେଶ ଦିଆଯାଇଛି। ବନ୍ଦୀମାନଙ୍କ ପାଖକୁ କିଭଳି ଏହି ସାମଗ୍ରୀ ପହଞ୍ଚୁଛି ତାହାର ଅନୁସନ୍ଧାନ ଚାଲିଛି।: [5, 632, 254, 707]
story3-headline: ଗନ୍ଧମାର୍ଦ୍ଦନ ବିସ୍ଫୋରକ ପରିସ୍ଥିତି...: [5, 791, 254, 814]
photo-caption: କେନ୍ଦ୍ରାପଡ଼ା ଜେଲରୁ ଜବତ ହୋଇଥିବା ମୋବାଇଲ, ମାଦକଦ୍ରବ୍ୟ।: [6, 616, 253, 628]
paper-name: ଧରିତ୍ରୀ: [957, 2, 995, 17]
nifb-table-cell: 4: [726, 1190, 743, 1289]
nifb-table-header: Additional Places of sale and receipt: [817, 867, 870, 915]
nifb-table-cell: 13,000/-: [870, 915, 909, 1014]
eic-table-cell: Widening to 2-lane and improvement from Km 0/000 to Km 29/500 of Chitrakonda-Jamai-Papermetla road (MDR-105) in Malkangiri District under L.W.E. Scheme.: [287, 1224, 450, 1272]
nifb-table-cell: Rs. 2000/-+ Rs. 80/- VAT: [909, 1435, 961, 1505]
nifb-table-cell: 7.00: [787, 1289, 817, 1366]
nifb-table-cell: 13: [726, 1844, 743, 1935]
col2-byline: ଭୁବନେଶ୍ୱର,୧୮(ବ୍ୟୁରୋ):: [257, 114, 349, 125]
eic-table: [265, 1138, 711, 1311]
nifb-table-cell: 6,000/-: [870, 2072, 909, 2201]
nifb-table-cell: 9.90: [787, 1190, 817, 1289]
rw-detail-row: [386, 861, 715, 873]
nifb-table-cell: Rs. 4000/-+ Rs. 160/- VAT: [909, 1289, 961, 1366]
rw-detail-value: : 4 (Four) Calendar Months: [515, 849, 624, 859]
eic-table-row: [266, 1224, 711, 1272]
story1-body: ରାଜ୍ୟ ସରକାରଙ୍କ ପକ୍ଷରୁ ମାଲକାନଗିରି ଓ କୋରାପୁଟ ଜିଲ୍ଲାରେ ବିଭିନ୍ନ ଉନ୍ନୟନମୂଳକ କାର୍ଯ୍ୟ ପାଇଁ ଆକଳନ କରାଯାଇନାହିଁ ବୋଲି ଅଭିଯୋଗ ହୋଇଛି। ଏହି ପ୍ରକଳ୍ପଗୁଡ଼ିକୁ ନେଇ ବିଭାଗୀୟ ଅଧିକାରୀମାନେ ଆଶଙ୍କା ପ୍ରକାଶ କରିଛନ୍ତି। ଜିଲ୍ଲାପାଳଙ୍କ ଉପସ୍ଥିତିରେ ଅନୁଷ୍ଠିତ ବୈଠକରେ ଏ ସଂପର୍କରେ ଆଲୋଚନା ହୋଇଥିଲା ଏବଂ ଆଗାମୀ ଦିନରେ ସମସ୍ତ ପ୍ରକଳ୍ପର ସମୀକ୍ଷା କରିବାକୁ ନିଷ୍ପତ୍ତି ନିଆଯାଇଛି। ମାଲକାନଗିରି ଜିଲ୍ଲାରେ ଅନେକ ଗ୍ରାମ ଉନ୍ନୟନ ପ୍ରକଳ୍ପ ଅଧାରେ ପଡ଼ିରହିଛି ବୋଲି ସ୍ଥାନୀୟ ଲୋକେ ଅଭିଯୋଗ କରିଛନ୍ତି। ସରକାରଙ୍କ ତରଫରୁ ପ୍ରଦତ୍ତ ଅର୍ଥ ସଠିକ୍ ଭାବେ ବିନିଯୋଗ ହେଉନାହିଁ ବୋଲି ଦାବି କରାଯାଇଛି।: [5, 87, 254, 200]
nifb-table-cell: 'C' & 'D' Class: [1014, 1289, 1063, 1366]
rw-table: [386, 873, 715, 951]
nifb-table-cell: 4 Months: [961, 1435, 1014, 1505]
nifb-table-cell: S/R to Govt. Girls High School building at Champua for the year 2010-2011.: [742, 2340, 787, 2409]
nifb-table-cell: Superintending Engineer, Keonjhar (R&B) Circle, Keonjhar: [817, 1705, 870, 1782]
nifb-table-row: [726, 1289, 1064, 1366]
nifb-table-header: Bid Security Rs.: [870, 867, 909, 915]
nifb-notice: [720, 747, 1061, 2576]
nifb-table-cell: 'C' & 'D' Class: [1014, 1782, 1063, 1844]
nifb-table-cell: Superintending Engineer, Keonjhar (R&B) Circle, Keonjhar: [817, 2072, 870, 2201]
